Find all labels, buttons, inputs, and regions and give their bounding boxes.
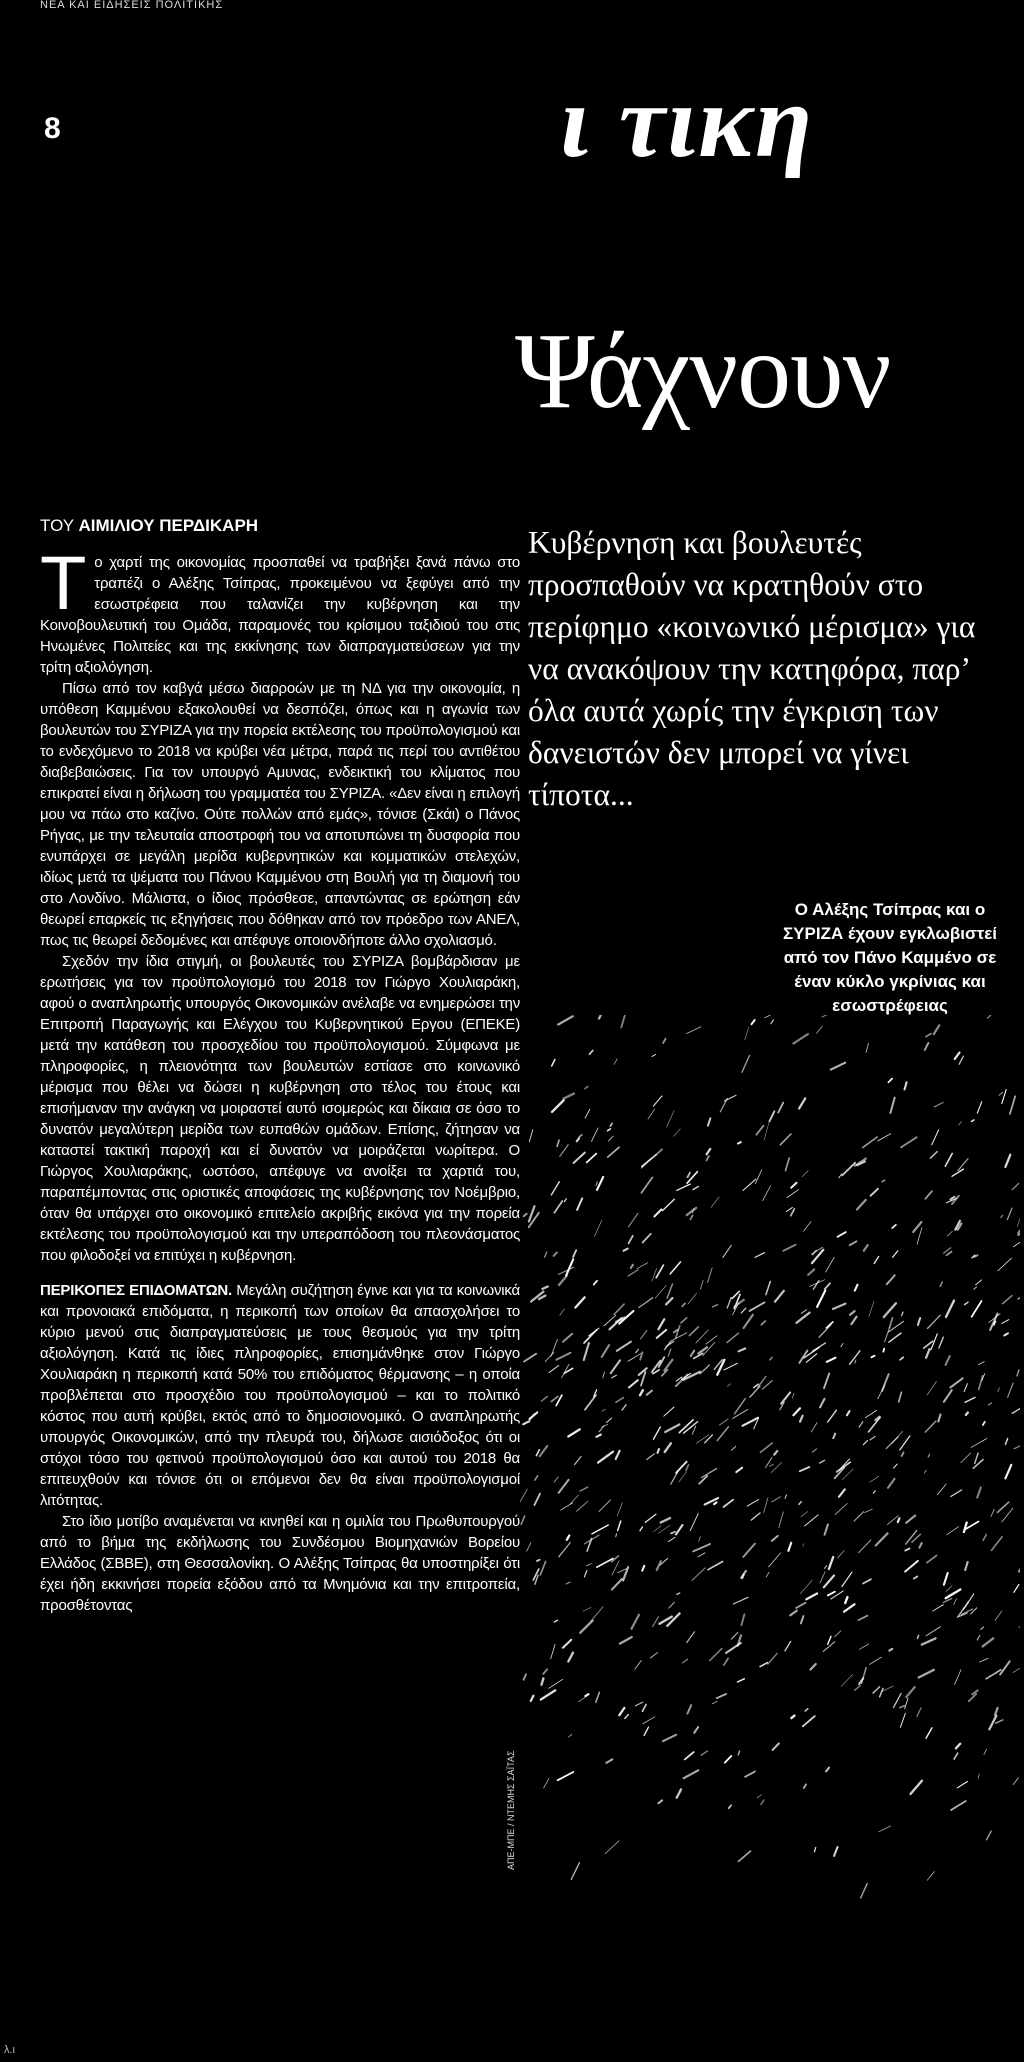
paragraph-text: Μεγάλη συζήτηση έγινε και για τα κοινωνικά και προνοιακά επιδόματα, η περικοπή των οποίων θα απασχολήσει το κύριο μενού στις διαπραγματεύσεις με τους θεσμούς για την τρίτη αξιολόγηση. Κατά τις ίδιες πληροφορίες, επισημάνθηκε στον Γιώργο Χουλιαράκη η περικοπή κατά 50% του επιδόματος θέρμανσης – η οποία προβλέπεται στο προσχέδιο του προϋπολογισμού – και το πολιτικό κόστος που αυτή κρύβει, εκτός από το δημοσιονομικό. Ο αναπληρωτής υπουργός Οικονομικών, από την πλευρά του, δήλωσε αισιόδοξος ότι οι στόχοι τόσο του φετινού προϋπολογισμού όσο και αυτού του 2018 θα επιτευχθούν και τόνισε ότι οι επόμενοι δεν θα είναι προϋπολογισμοί λιτότητας. [40, 1282, 520, 1509]
article-paragraph: Στο ίδιο μοτίβο αναμένεται να κινηθεί και η ομιλία του Πρωθυπουργού από το βήμα της εκδήλωσης του Συνδέσμου Βιομηχανιών Βορείου Ελλάδος (ΣΒΒΕ), στη Θεσσαλονίκη. Ο Αλέξης Τσίπρας θα υποστηρίξει ότι έχει ήδη εκκινήσει πορεία εξόδου από τα Μνημόνια και την επιτροπεία, προσθέτοντας [40, 1513, 520, 1614]
article-paragraph: Σχεδόν την ίδια στιγμή, οι βουλευτές του ΣΥΡΙΖΑ βομβάρδισαν με ερωτήσεις για τον προϋπολογισμό του 2018 τον Γιώργο Χουλιαράκη, αφού ο αναπληρωτής υπουργός Οικονομικών ανέλαβε να ενημερώσει την Επιτροπή Παραγωγής και Ελέγχου του Κυβερνητικού Εργου (ΕΠΕΚΕ) μετά την κατάθεση του προσχεδίου του προϋπολογισμού. Σύμφωνα με πληροφορίες, η πλειονότητα των βουλευτών εστίασε στο κοινωνικό μέρισμα που θέλει να δώσει η κυβέρνηση στο τέλος του έτους και επισήμαναν την ανάγκη να μοιραστεί αυτό ισομερώς και δίκαια σε όσο το δυνατόν μεγαλύτερη μερίδα των ευπαθών ομάδων. Επίσης, ζήτησαν να καταστεί τακτική παροχή και εί δυνατόν να μοιράζεται νωρίτερα. Ο Γιώργος Χουλιαράκης, ωστόσο, απέφυγε να ανοίξει τα χαρτιά του, παραπέμποντας στις οριστικές αποφάσεις της κυβέρνησης τον Νοέμβριο, όταν θα υπάρχει στο οικονομικό επιτελείο ακριβής εικόνα για την πορεία εκτέλεσης του προϋπολογισμού και την υπεραπόδοση του πλεονάσματος που φιλοδοξεί να επιτύχει η κυβέρνηση. [40, 953, 520, 1264]
article-body [40, 541, 520, 1616]
section-title: ι τικη [560, 64, 815, 179]
byline-prefix: ΤΟΥ [40, 516, 79, 535]
paragraph-gap [40, 1266, 520, 1280]
article-paragraph [40, 541, 520, 678]
subhead: ΠΕΡΙΚΟΠΕΣ ΕΠΙΔΟΜΑΤΩΝ. [40, 1282, 233, 1299]
page-number: 8 [44, 112, 61, 145]
page-edge-mark: λ.ι [4, 2044, 15, 2056]
byline-author: ΑΙΜΙΛΙΟΥ ΠΕΡΔΙΚΑΡΗ [78, 516, 259, 535]
article-paragraph: Πίσω από τον καβγά μέσω διαρροών με τη ΝΔ για την οικονομία, η υπόθεση Καμμένου εξακολουθεί να δεσπόζει, όπως και η αγωνία των βουλευτών του ΣΥΡΙΖΑ για την πορεία εκτέλεσης του προϋπολογισμού και το ενδεχόμενο το 2018 να κρύβει νέα μέτρα, παρά τις περί του αντιθέτου διαβεβαιώσεις. Για τον υπουργό Αμυνας, ενδεικτική του κλίματος που επικρατεί είναι η δήλωση του γραμματέα του ΣΥΡΙΖΑ. «Δεν είναι η επιλογή μου να πάω στο καζίνο. Ούτε πολλών από εμάς», τόνισε (Σκάι) ο Πάνος Ρήγας, με την τελευταία αποστροφή του να αποτυπώνει τη δυσφορία που ενυπάρχει σε μεγάλη μερίδα κυβερνητικών και κομματικών στελεχών, ιδίως μετά τα ψέματα του Πάνου Καμμένου στη Βουλή για τη διαμονή του στο Λονδίνο. Μάλιστα, ο ίδιος πρόσθεσε, απαντώντας σε ερώτηση εάν θεωρεί επαρκείς τις εξηγήσεις που δόθηκαν από τον πρόεδρο των ΑΝΕΛ, πως τις θεωρεί δεδομένες και απέφυγε οποιονδήποτε άλλο σχολιασμό. [40, 680, 520, 949]
photo [520, 1015, 1020, 2005]
photo-caption: Ο Αλέξης Τσίπρας και ο ΣΥΡΙΖΑ έχουν εγκλωβιστεί από τον Πάνο Καμμένο σε έναν κύκλο γκρίνιας και εσωστρέφειας [782, 900, 997, 1015]
top-strip: ΝΕΑ ΚΑΙ ΕΙΔΗΣΕΙΣ ΠΟΛΙΤΙΚΗΣ [40, 0, 224, 10]
byline [40, 516, 258, 536]
paragraph-text: ο χαρτί της οικονομίας προσπαθεί να τραβήξει ξανά πάνω στο τραπέζι ο Αλέξης Τσίπρας, προκειμένου να ξεφύγει από την εσωστρέφεια που ταλανίζει την κυβέρνηση και την Κοινοβουλευτική του Ομάδα, παραμονές του κρίσιμου ταξιδιού του στις Ηνωμένες Πολιτείες και της εκκίνησης των διαπραγματεύσεων για την τρίτη αξιολόγηση. [40, 554, 520, 676]
lead-text: Κυβέρνηση και βουλευτές προσπαθούν να κρατηθούν στο περίφημο «κοινωνικό μέρισμα» για να ανακόψουν την κατηφόρα, παρ’ όλα αυτά χωρίς την έγκριση των δανειστών δεν μπορεί να γίνει τίποτα... [528, 525, 976, 812]
drop-cap: Τ [40, 541, 87, 626]
headline: Ψάχνουν [515, 312, 891, 431]
photo-credit: ΑΠΕ-ΜΠΕ / ΝΤΕΜΗΣ ΣΑΪΤΑΣ [506, 1750, 516, 1870]
article-paragraph [40, 1280, 520, 1511]
